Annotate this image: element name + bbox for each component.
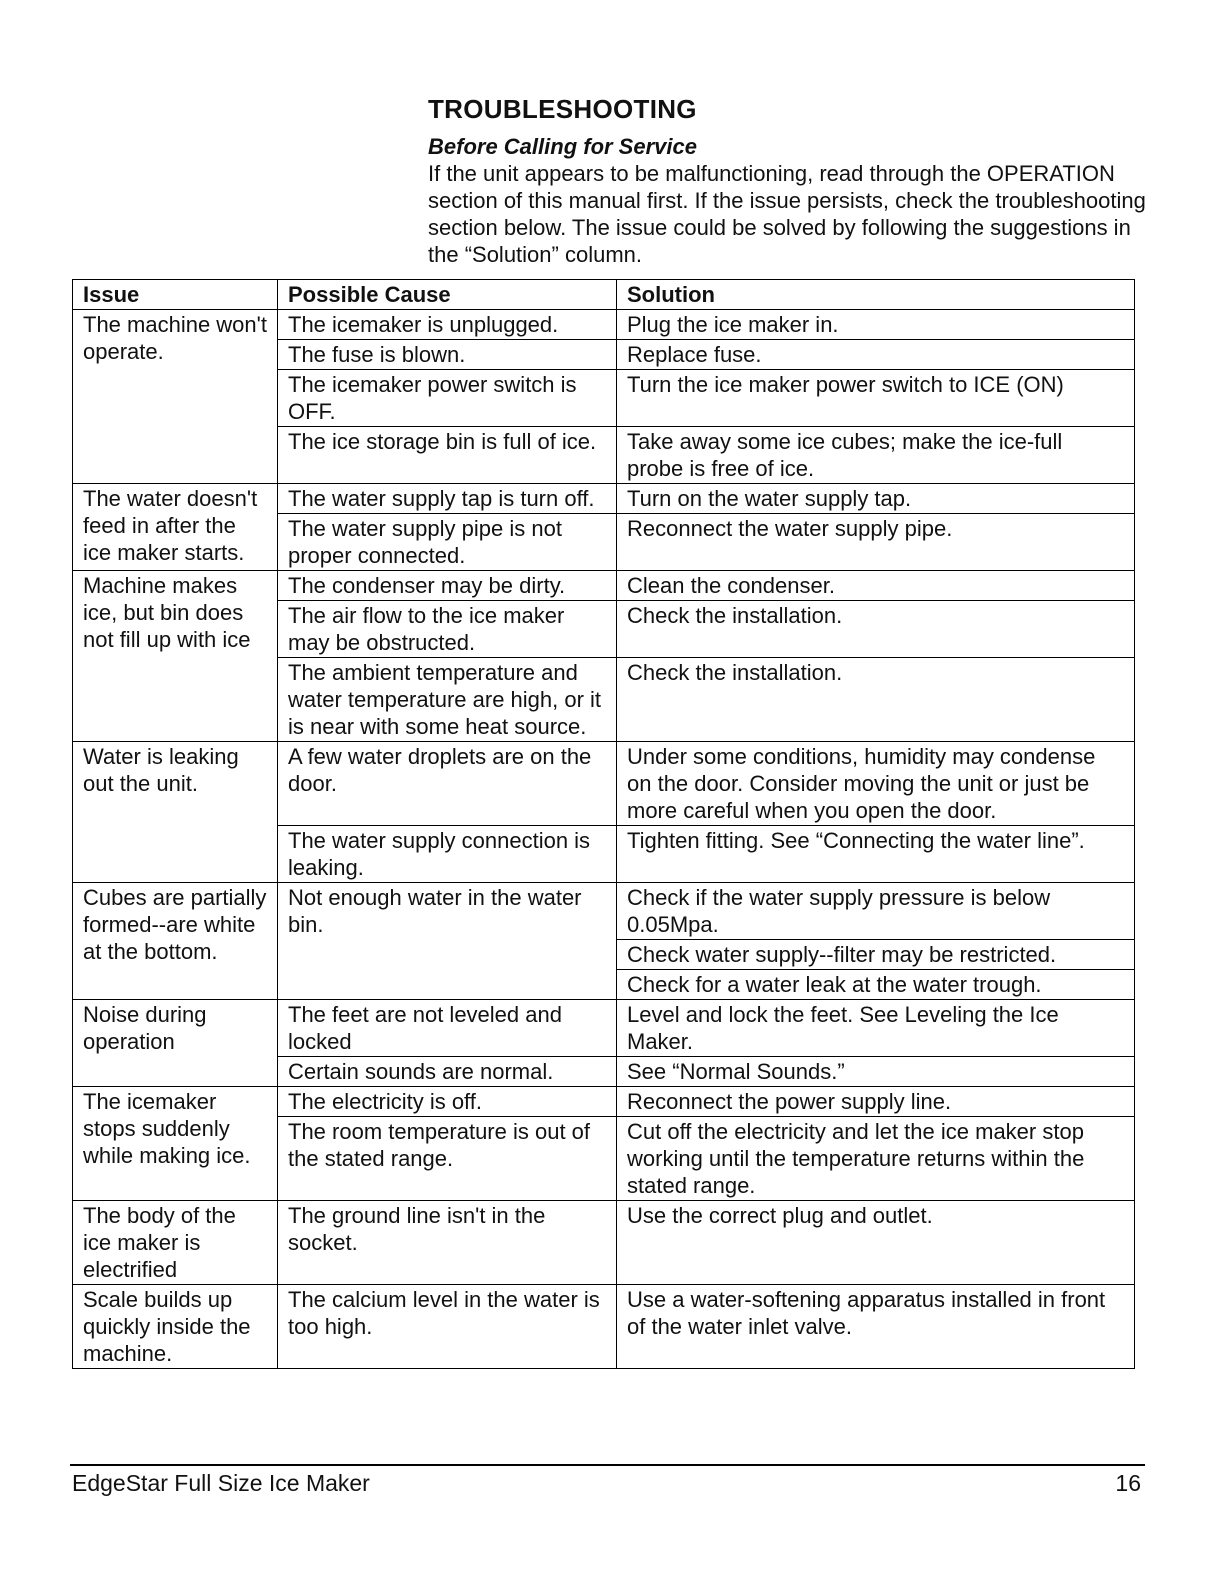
table-row: [73, 1201, 1135, 1285]
issue-cell: Water is leaking out the unit.: [73, 742, 278, 883]
issue-cell: The icemaker stops suddenly while making ice.: [73, 1087, 278, 1201]
table-row: [73, 742, 1135, 826]
cause-cell: The electricity is off.: [278, 1087, 617, 1117]
solution-cell: Check for a water leak at the water trough.: [617, 970, 1135, 1000]
solution-cell: Under some conditions, humidity may condense on the door. Consider moving the unit or just be more careful when you open the door.: [617, 742, 1135, 826]
cause-cell: The condenser may be dirty.: [278, 571, 617, 601]
issue-cell: Cubes are partially formed--are white at the bottom.: [73, 883, 278, 1000]
table-row: [73, 1285, 1135, 1369]
solution-cell: Check the installation.: [617, 601, 1135, 658]
solution-cell: Use a water-softening apparatus installed in front of the water inlet valve.: [617, 1285, 1135, 1369]
intro-paragraph: If the unit appears to be malfunctioning, read through the OPERATION section of this manual first. If the issue persists, check the troubleshooting section below. The issue could be solved by following the suggestions in the “Solution” column.: [428, 161, 1146, 267]
section-header: [428, 94, 1158, 268]
table-row: [73, 1000, 1135, 1057]
table-row: [73, 883, 1135, 940]
cause-cell: A few water droplets are on the door.: [278, 742, 617, 826]
table-row: [73, 484, 1135, 514]
solution-cell: Take away some ice cubes; make the ice-full probe is free of ice.: [617, 427, 1135, 484]
table-header-row: [73, 280, 1135, 310]
troubleshooting-table: [72, 279, 1135, 1369]
solution-cell: Tighten fitting. See “Connecting the water line”.: [617, 826, 1135, 883]
solution-cell: Use the correct plug and outlet.: [617, 1201, 1135, 1285]
header-solution: Solution: [617, 280, 1135, 310]
solution-cell: Turn the ice maker power switch to ICE (ON): [617, 370, 1135, 427]
cause-cell: The icemaker power switch is OFF.: [278, 370, 617, 427]
cause-cell: The calcium level in the water is too high.: [278, 1285, 617, 1369]
cause-cell: The ice storage bin is full of ice.: [278, 427, 617, 484]
cause-cell: The water supply pipe is not proper connected.: [278, 514, 617, 571]
solution-cell: Check if the water supply pressure is below 0.05Mpa.: [617, 883, 1135, 940]
table-row: [73, 571, 1135, 601]
solution-cell: Plug the ice maker in.: [617, 310, 1135, 340]
solution-cell: See “Normal Sounds.”: [617, 1057, 1135, 1087]
header-issue: Issue: [73, 280, 278, 310]
solution-cell: Check the installation.: [617, 658, 1135, 742]
cause-cell: The room temperature is out of the stated range.: [278, 1117, 617, 1201]
solution-cell: Check water supply--filter may be restricted.: [617, 940, 1135, 970]
footer-divider: [70, 1464, 1145, 1466]
solution-cell: Replace fuse.: [617, 340, 1135, 370]
solution-cell: Reconnect the power supply line.: [617, 1087, 1135, 1117]
cause-cell: The icemaker is unplugged.: [278, 310, 617, 340]
cause-cell: The ambient temperature and water temperature are high, or it is near with some heat source.: [278, 658, 617, 742]
header-cause: Possible Cause: [278, 280, 617, 310]
issue-cell: Noise during operation: [73, 1000, 278, 1087]
cause-cell: Certain sounds are normal.: [278, 1057, 617, 1087]
issue-cell: The water doesn't feed in after the ice maker starts.: [73, 484, 278, 571]
cause-cell: The feet are not leveled and locked: [278, 1000, 617, 1057]
issue-cell: The body of the ice maker is electrified: [73, 1201, 278, 1285]
solution-cell: Turn on the water supply tap.: [617, 484, 1135, 514]
cause-cell: The air flow to the ice maker may be obstructed.: [278, 601, 617, 658]
table-row: [73, 1087, 1135, 1117]
solution-cell: Clean the condenser.: [617, 571, 1135, 601]
table-row: [73, 310, 1135, 340]
issue-cell: The machine won't operate.: [73, 310, 278, 484]
solution-cell: Level and lock the feet. See Leveling the Ice Maker.: [617, 1000, 1135, 1057]
solution-cell: Cut off the electricity and let the ice maker stop working until the temperature returns within the stated range.: [617, 1117, 1135, 1201]
cause-cell: The ground line isn't in the socket.: [278, 1201, 617, 1285]
page-title: TROUBLESHOOTING: [428, 94, 697, 124]
page-number: 16: [1115, 1470, 1141, 1496]
cause-cell: Not enough water in the water bin.: [278, 883, 617, 1000]
cause-cell: The water supply tap is turn off.: [278, 484, 617, 514]
section-subtitle: Before Calling for Service: [428, 134, 697, 159]
cause-cell: The water supply connection is leaking.: [278, 826, 617, 883]
footer-product-name: EdgeStar Full Size Ice Maker: [72, 1470, 370, 1496]
issue-cell: Machine makes ice, but bin does not fill up with ice: [73, 571, 278, 742]
solution-cell: Reconnect the water supply pipe.: [617, 514, 1135, 571]
cause-cell: The fuse is blown.: [278, 340, 617, 370]
issue-cell: Scale builds up quickly inside the machine.: [73, 1285, 278, 1369]
